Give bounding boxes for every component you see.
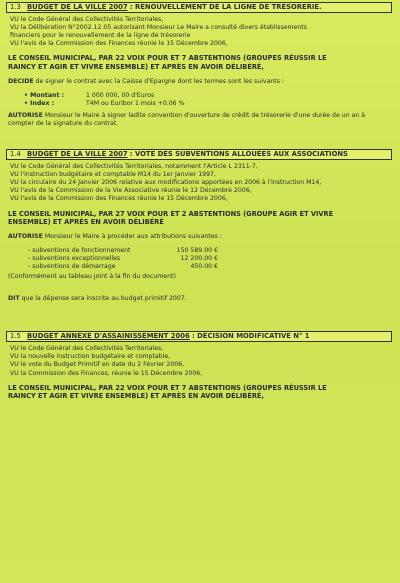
subsidy-label: - subventions exceptionnelles [28,254,121,262]
amount-label: • Montant : [24,91,65,99]
subsidy-row [28,263,392,271]
council-vote [8,210,392,227]
authorise-text: Monsieur le Maire à signer ladite convention d'ouverture de crédit de trésorerie d'une durée de un an à compter de la signature du contrat. [8,111,366,127]
vu-line: VU le Code Général des Collectivités Territoriales, [10,345,164,353]
authorise-label: AUTORISE [8,232,43,240]
council-vote-line: LE CONSEIL MUNICIPAL, PAR 22 VOIX POUR ET 7 ABSTENTIONS (GROUPES RÉUSSIR LE [8,54,327,63]
conformity-note: (Conformément au tableau joint à la fin du document) [8,273,176,281]
section-title: : DÉCISION MODIFICATIVE N° 1 [189,332,310,341]
dit-paragraph [8,295,392,303]
authorise-text: Monsieur le Maire à procéder aux attributions suivantes : [42,232,222,240]
vu-line: VU l'avis de la Commission de la Vie Associative réunie le 12 Décembre 2006, [10,187,252,195]
vu-line: VU l'instruction budgétaire et comptable M14 du 1er Janvier 1997, [10,171,216,179]
vu-line: VU l'avis de la Commission des Finances réunie le 15 Décembre 2006, [10,195,228,203]
amount-value: 1 000 000, 00 d'Euros [86,91,155,99]
vu-line: financiers pour le renouvellement de la ligne de trésorerie [10,32,191,40]
section-number: 1.3 [10,3,21,11]
section-1-3-considerations [6,16,392,48]
council-vote-line: RAINCY ET AGIR ET VIVRE ENSEMBLE) ET APRÈS EN AVOIR DÉLIBÉRÉ, [8,62,264,71]
decide-label: DECIDE [8,77,34,85]
section-title-underlined: BUDGET DE LA VILLE 2007 [27,3,128,11]
decide-paragraph [8,78,392,86]
vu-line: VU la circulaire du 24 Janvier 2006 relative aux modifications apportées en 2006 à l'instruction M14, [10,179,322,187]
dit-label: DIT [8,295,20,303]
index-label: • Index : [24,99,55,107]
section-title: : VOTE DES SUBVENTIONS ALLOUÉES AUX ASSOCIATIONS [127,150,348,159]
authorise-paragraph [8,233,392,241]
section-1-5-considerations [6,345,392,377]
subsidy-amount: 150 589.00 € [176,246,218,254]
subsidies-table [28,247,392,271]
section-1-4-considerations [6,163,392,203]
authorise-paragraph [8,112,392,128]
section-title: : RENOUVELLEMENT DE LA LIGNE DE TRÉSORERIE. [127,3,322,11]
council-vote [8,384,392,401]
vu-line: VU le vote du Budget Primitif en date du 2 Février 2006, [10,361,185,369]
section-number: 1.5 [10,332,21,341]
section-1-3-header [6,2,392,13]
council-vote-line: LE CONSEIL MUNICIPAL, PAR 22 VOIX POUR ET 7 ABSTENTIONS (GROUPES RÉUSSIR LE [8,383,327,392]
decide-text: de signer le contrat avec la Caisse d'Epargne dont les termes sont les suivants : [33,77,285,85]
amount-row [24,92,392,100]
subsidy-row [28,247,392,255]
subsidy-label: - subventions de fonctionnement [28,246,131,254]
section-1-5-header [6,331,392,342]
section-1-4-header [6,149,392,160]
subsidy-label: - subventions de démarrage [28,262,116,270]
section-number: 1.4 [10,150,21,159]
vu-line: VU le Code Général des Collectivités Territoriales, notamment l'Article L 2311-7, [10,163,258,171]
subsidy-amount: 450.00 € [190,262,218,270]
council-vote-line: LE CONSEIL MUNICIPAL, PAR 27 VOIX POUR ET 2 ABSTENTIONS (GROUPE AGIR ET VIVRE [8,209,334,218]
dit-text: que la dépense sera inscrite au budget primitif 2007. [19,295,187,303]
vu-line: VU le Code Général des Collectivités Territoriales, [10,16,164,23]
vu-line: VU la Commission des Finances, réunie le 15 Décembre 2006, [10,369,203,377]
section-title-underlined: BUDGET ANNEXE D'ASSAINISSEMENT 2006 [27,332,190,341]
vu-line: VU l'avis de la Commission des Finances réunie le 15 Décembre 2006, [10,40,228,48]
subsidy-row [28,255,392,263]
vu-line: VU la Délibération N°2002.12.05 autorisant Monsieur Le Maire a consulté divers établissements [10,24,307,32]
council-vote-line: RAINCY ET AGIR ET VIVRE ENSEMBLE) ET APRÈS EN AVOIR DÉLIBÉRÉ, [8,392,264,401]
council-vote-line: ENSEMBLE) ET APRÈS EN AVOIR DÉLIBÉRÉ [8,218,164,227]
loan-terms [24,92,392,108]
council-vote [8,54,392,71]
vu-line: VU la nouvelle instruction budgétaire et comptable, [10,353,171,361]
section-title-underlined: BUDGET DE LA VILLE 2007 [27,150,128,159]
subsidy-amount: 12 200.00 € [180,254,218,262]
index-value: T4M ou Euribor 1 mois +0.06 % [86,99,185,107]
index-row [24,100,392,108]
authorise-label: AUTORISE [8,111,43,119]
